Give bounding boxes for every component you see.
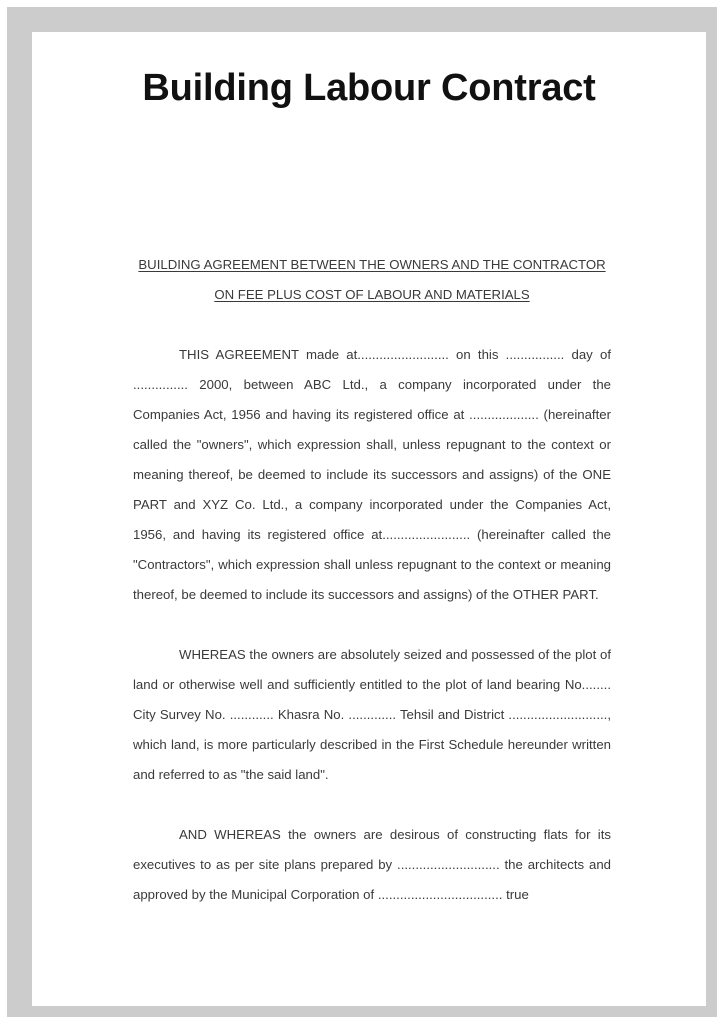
agreement-heading-line-2: ON FEE PLUS COST OF LABOUR AND MATERIALS bbox=[214, 287, 530, 302]
agreement-heading bbox=[133, 250, 611, 310]
document-page bbox=[32, 32, 706, 1006]
paragraph-text: WHEREAS the owners are absolutely seized and possessed of the plot of land or otherwise well and sufficiently entitled to the plot of land bearing No........ City Survey No. ............ Khasra No. ............. Tehsil and District ..........................., which land, is more particularly described in the First Schedule hereunder written and referred to as "the said land". bbox=[133, 647, 611, 782]
paragraph-and-whereas bbox=[133, 820, 611, 910]
document-body bbox=[133, 250, 611, 940]
paragraph-text: THIS AGREEMENT made at......................... on this ................ day of ............... 2000, between ABC Ltd., a company incorporated under the Companies Act, 1956 and having its registered office at ................... (hereinafter called the "owners", which expression shall, unless repugnant to the context or meaning thereof, be deemed to include its successors and assigns) of the ONE PART and XYZ Co. Ltd., a company incorporated under the Companies Act, 1956, and having its registered office at........................ (hereinafter called the "Contractors", which expression shall unless repugnant to the context or meaning thereof, be deemed to include its successors and assigns) of the OTHER PART. bbox=[133, 347, 611, 602]
paragraph-whereas bbox=[133, 640, 611, 790]
agreement-heading-line-1: BUILDING AGREEMENT BETWEEN THE OWNERS AND THE CONTRACTOR bbox=[138, 257, 606, 272]
paragraph-text: AND WHEREAS the owners are desirous of constructing flats for its executives to as per site plans prepared by ............................ the architects and approved by the Municipal Corporation of .................................. true bbox=[133, 827, 611, 902]
page-frame bbox=[7, 7, 717, 1017]
paragraph-this-agreement bbox=[133, 340, 611, 610]
page-title: Building Labour Contract bbox=[142, 67, 596, 109]
